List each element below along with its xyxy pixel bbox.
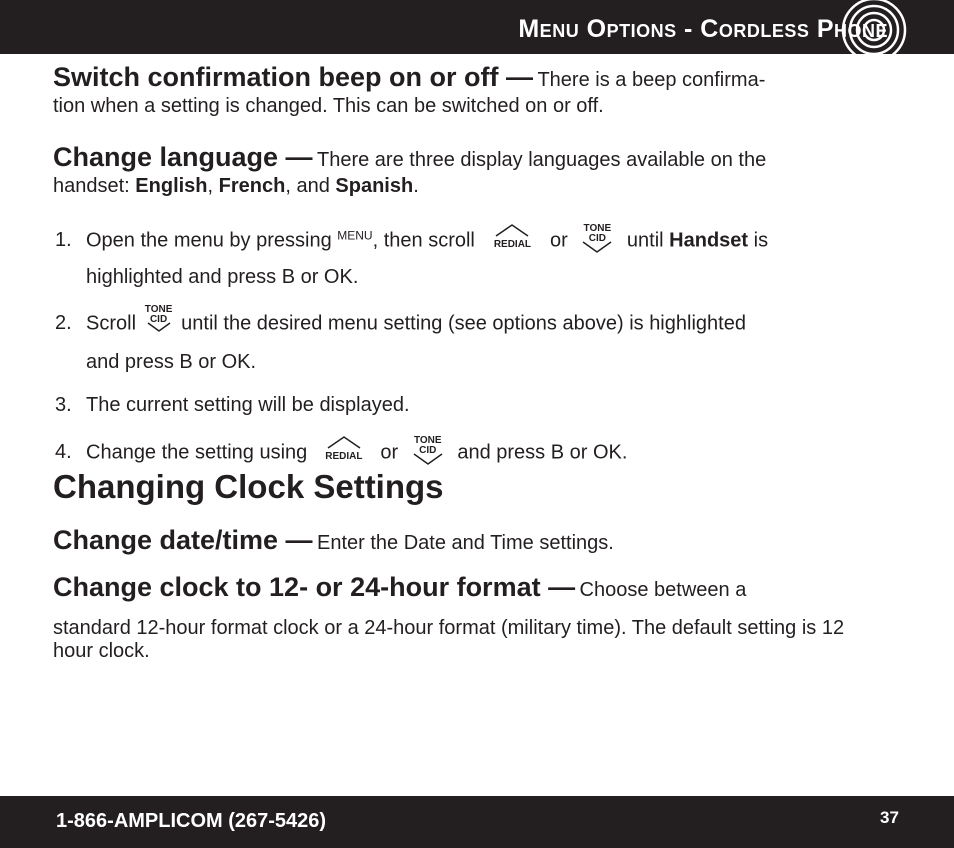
- language-sep2: , and: [285, 175, 336, 197]
- step-2-text-a: Scroll: [86, 312, 137, 335]
- step-1-continued: highlighted and press B or OK.: [86, 266, 359, 288]
- page-header-title: Menu Options - Cordless Phone: [518, 15, 888, 43]
- tone-cid-down-key-icon: [144, 304, 174, 339]
- step-number: 2.: [55, 312, 72, 335]
- language-end: .: [413, 175, 419, 197]
- language-desc-first: There are three display languages available on the: [317, 149, 767, 171]
- clock-section-title: Changing Clock Settings: [53, 468, 444, 505]
- redial-up-key-icon: [484, 224, 540, 258]
- page-number: 37: [880, 808, 899, 827]
- step-4-text-c: and press B or OK.: [457, 441, 628, 464]
- date-time-heading: Change date/time —: [53, 525, 313, 555]
- step-4-text-b: or: [380, 441, 399, 464]
- step-2: [55, 304, 746, 339]
- date-time-desc: Enter the Date and Time settings.: [317, 532, 614, 554]
- redial-key-label: REDIAL: [325, 451, 363, 462]
- step-1-text-a: Open the menu by pressing: [86, 229, 338, 252]
- step-1-text-b: , then scroll: [372, 229, 475, 252]
- language-heading: Change language —: [53, 142, 313, 172]
- cid-key-label: CID: [149, 314, 168, 325]
- cid-key-label: CID: [419, 445, 437, 456]
- language-list: [53, 175, 893, 198]
- step-4: [55, 436, 627, 470]
- language-english: English: [135, 175, 208, 197]
- beep-desc-first: There is a beep confirma-: [537, 69, 766, 91]
- clock-format-desc-rest: standard 12-hour format clock or a 24-hour format (military time). The default setting is 12 hour clock.: [53, 617, 845, 662]
- cid-key-label: CID: [588, 233, 606, 244]
- language-french: French: [218, 175, 286, 197]
- step-1-text-c: or: [550, 229, 568, 252]
- beep-desc-rest: tion when a setting is changed. This can be switched on or off.: [53, 95, 604, 117]
- footer-phone-number: 1-866-AMPLICOM (267-5426): [56, 810, 327, 832]
- beep-heading: Switch confirmation beep on or off —: [53, 62, 534, 92]
- redial-key-label: REDIAL: [493, 239, 532, 250]
- step-number: 1.: [55, 229, 72, 252]
- step-1-text-e: is: [748, 229, 769, 252]
- language-spanish: Spanish: [335, 175, 414, 197]
- concentric-rings-icon: [834, 0, 914, 54]
- clock-format-desc-first: Choose between a: [579, 579, 747, 601]
- step-2-text-b: until the desired menu setting (see options above) is highlighted: [181, 312, 746, 335]
- tone-key-label: TONE: [583, 223, 612, 234]
- tone-key-label: TONE: [413, 435, 442, 446]
- tone-cid-down-key-icon: [408, 436, 448, 470]
- step-4-text-a: Change the setting using: [86, 441, 308, 464]
- language-desc-prefix: handset:: [53, 175, 136, 197]
- step-number: 4.: [55, 441, 72, 464]
- step-2-continued: and press B or OK.: [86, 351, 257, 373]
- step-number: 3.: [55, 394, 72, 416]
- beep-section: [53, 62, 893, 118]
- date-time-section: [53, 525, 893, 556]
- step-3: [55, 394, 410, 417]
- clock-format-section: [53, 572, 893, 603]
- menu-key-label: MENU: [337, 228, 373, 243]
- language-sep1: ,: [207, 175, 219, 197]
- step-1-text-d: until: [626, 229, 670, 252]
- clock-format-heading: Change clock to 12- or 24-hour format —: [53, 572, 576, 602]
- step-1: [55, 224, 768, 258]
- tone-cid-down-key-icon: [577, 224, 617, 258]
- redial-up-key-icon: [317, 436, 371, 470]
- step-3-text: The current setting will be displayed.: [86, 394, 410, 416]
- tone-key-label: TONE: [144, 304, 173, 315]
- handset-label: Handset: [669, 229, 749, 252]
- language-section: [53, 142, 893, 198]
